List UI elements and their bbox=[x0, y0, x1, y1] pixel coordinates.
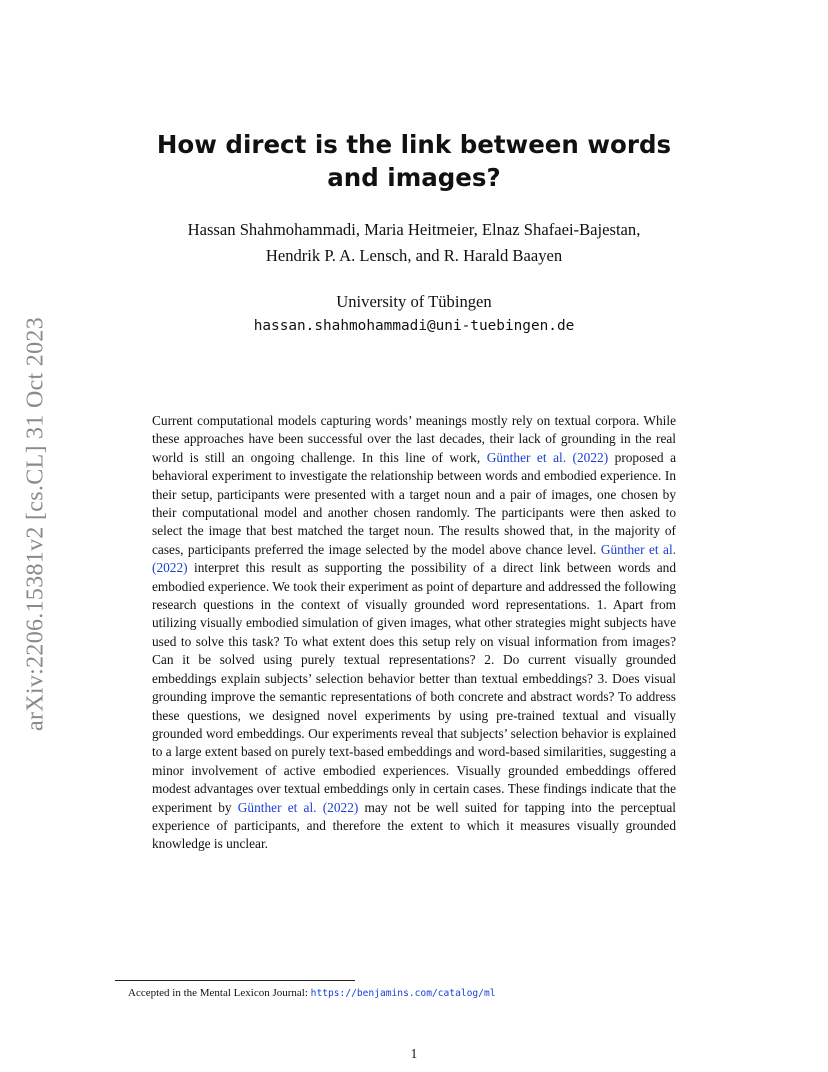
page-number: 1 bbox=[410, 1046, 418, 1061]
abstract-text-3: interpret this result as supporting the possibility of a direct link between words and embodied experience. We took their experiment as point of departure and addressed the following research questions in the context of visually grounded word representations. 1. Apart from utilizing visually embodied simulation of given images, what other strategies might subjects have used to solve this task? To what extent does this setup rely on visual information from images? Can it be solved using purely textual representations? 2. Do current visually grounded embeddings explain subjects’ selection behavior better than textual embeddings? 3. Does visual grounding improve the semantic representations of both concrete and abstract words? To address these questions, we designed novel experiments by using pre-trained textual and visually grounded word embeddings. Our experiments reveal that subjects’ selection behavior is explained to a large extent based on purely text-based embeddings and word-based similarities, suggesting a minor involvement of active embodied experiences. Visually grounded embeddings offered modest advantages over textual embeddings only in certain cases. These findings indicate that the experiment by bbox=[152, 560, 676, 815]
author-list bbox=[110, 217, 718, 269]
author-line-2: Hendrik P. A. Lensch, and R. Harald Baayen bbox=[265, 246, 563, 265]
institution: University of Tübingen bbox=[336, 292, 492, 311]
abstract-text-2: proposed a behavioral experiment to investigate the relationship between words and embodied experience. In their setup, participants were presented with a target noun and a pair of images, one chosen by their computational model and another chosen randomly. The participants were then asked to select the image that best matched the target noun. The results showed that, in the majority of cases, participants preferred the image selected by the model above chance level. bbox=[152, 449, 676, 557]
footnote-text: Accepted in the Mental Lexicon Journal: bbox=[128, 987, 311, 999]
abstract-text-1: Current computational models capturing words’ meanings mostly rely on textual corpora. While these approaches have been successful over the last decades, their lack of grounding in the real world is still an ongoing challenge. In this line of work, bbox=[152, 413, 676, 465]
paper-title: How direct is the link between words and images? bbox=[156, 130, 672, 192]
arxiv-identifier: arXiv:2206.15381v2 [cs.CL] 31 Oct 2023 bbox=[22, 316, 49, 732]
abstract bbox=[152, 412, 676, 854]
footnote-url-link[interactable]: https://benjamins.com/catalog/ml bbox=[310, 988, 496, 999]
citation-link-2[interactable]: Günther et al. (2022) bbox=[152, 541, 676, 576]
citation-link-1[interactable]: Günther et al. (2022) bbox=[486, 449, 609, 465]
footnote bbox=[128, 986, 728, 1001]
author-email[interactable]: hassan.shahmohammadi@uni-tuebingen.de bbox=[253, 318, 575, 334]
author-line-1: Hassan Shahmohammadi, Maria Heitmeier, Elnaz Shafaei-Bajestan, bbox=[187, 220, 641, 239]
footnote-rule bbox=[115, 980, 355, 981]
citation-link-3[interactable]: Günther et al. (2022) bbox=[237, 799, 359, 815]
affiliation-block bbox=[110, 290, 718, 338]
abstract-text-4: may not be well suited for tapping into the perceptual experience of participants, and therefore the extent to which it measures visually grounded knowledge is unclear. bbox=[152, 799, 677, 852]
